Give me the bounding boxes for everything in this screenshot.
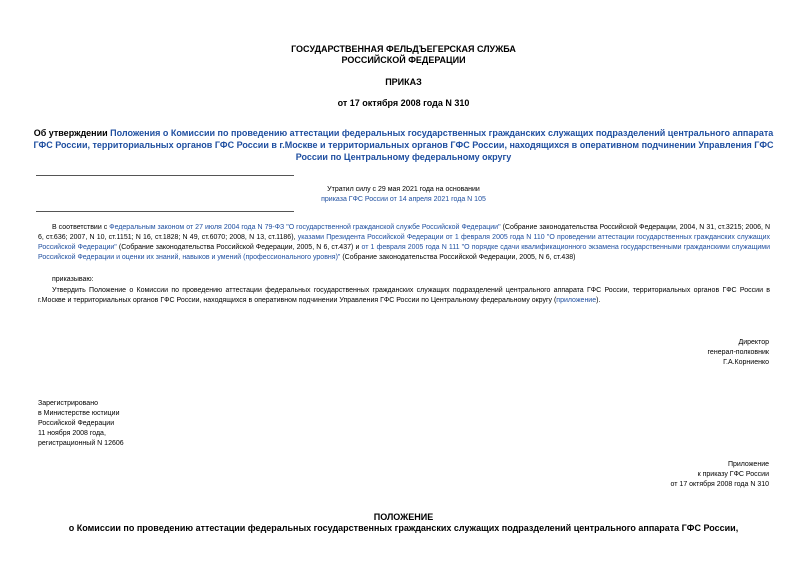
registration-line1: Зарегистрировано [38,400,98,407]
registration-line5: регистрационный N 12606 [38,440,124,447]
registration-block [38,399,124,449]
appendix-line2: к приказу ГФС России [697,471,769,478]
regulation-title: ПОЛОЖЕНИЕ [373,512,434,522]
approval-text-2: ). [596,297,601,304]
signature-block [708,338,769,368]
federal-law-link[interactable]: Федеральным законом от 27 июля 2004 года N 79-ФЗ "О государственной гражданской службе Российской Федерации" [109,224,501,231]
appendix-block [671,460,769,490]
title-regulation-link[interactable]: Положения о Комиссии по проведению аттестации федеральных государственных гражданских служащих подразделений центрального аппарата ГФС России, территориальных органов ГФС России в г.Москве и территориальных органов ГФС России, находящихся в оперативном подчинении Управления ГФС России по Центральному федеральному округу [33,128,774,162]
preamble-text-3: (Собрание законодательства Российской Федерации, 2005, N 6, ст.437) и [116,244,362,251]
doc-date: от 17 октября 2008 года N 310 [337,98,470,108]
lost-force-link-row [0,195,807,205]
appendix-link[interactable]: приложение [556,297,597,304]
lost-force-order-link[interactable]: приказа ГФС России от 14 апреля 2021 года N 105 [321,196,486,203]
order-word: приказываю: [52,276,94,283]
divider-top [36,175,294,176]
registration-line3: Российской Федерации [38,420,115,427]
presidential-decree-111-link[interactable]: от 1 февраля 2005 года N 111 "О порядке сдачи квалификационного экзамена государственными гражданскими служащими Российской Федерации и оценки их знаний, навыков и умений (профессионального уровня)" [38,244,770,261]
presidential-decree-110-link[interactable]: указами Президента Российской Федерации от 1 февраля 2005 года N 110 "О проведении аттестации государственных гражданских служащих Российской Федерации" [38,234,770,251]
preamble-paragraph [38,223,770,263]
approval-text-1: Утвердить Положение о Комиссии по проведению аттестации федеральных государственных гражданских служащих подразделений центрального аппарата ГФС России, территориальных органов ГФС России в г.Москве и территориальных органов ГФС России, находящихся в оперативном подчинении Управления ГФС России по Центральному федеральному округу ( [38,287,770,304]
doc-type: ПРИКАЗ [385,77,422,87]
signature-name: Г.А.Корниенко [723,359,769,366]
divider-bottom [36,211,294,212]
document-title [30,127,777,163]
org-name-line1: ГОСУДАРСТВЕННАЯ ФЕЛЬДЪЕГЕРСКАЯ СЛУЖБА [291,44,516,54]
preamble-text-2: (Собрание законодательства Российской Федерации, 2004, N 31, ст.3215; 2006, N 6, ст.636; 2007, N 10, ст.1151; N 16, ст.1828; N 49, ст.6070; 2008, N 13, ст.1186), [38,224,771,241]
org-name-line2: РОССИЙСКОЙ ФЕДЕРАЦИИ [341,55,466,65]
registration-line4: 11 ноября 2008 года, [38,430,106,437]
title-prefix: Об утверждении [33,128,111,138]
registration-line2: в Министерстве юстиции [38,410,120,417]
appendix-line1: Приложение [727,461,769,468]
appendix-line3: от 17 октября 2008 года N 310 [670,481,769,488]
signature-rank: генерал-полковник [707,349,769,356]
regulation-subtitle: о Комиссии по проведению аттестации федеральных государственных гражданских служащих подразделений центрального аппарата ГФС России, [68,523,739,533]
preamble-text-4: (Собрание законодательства Российской Федерации, 2005, N 6, ст.438) [340,254,576,261]
lost-force-note: Утратил силу с 29 мая 2021 года на основании [327,186,480,193]
preamble-text-1: В соответствии с [52,224,110,231]
signature-position: Директор [738,339,769,346]
approval-paragraph [38,286,770,306]
